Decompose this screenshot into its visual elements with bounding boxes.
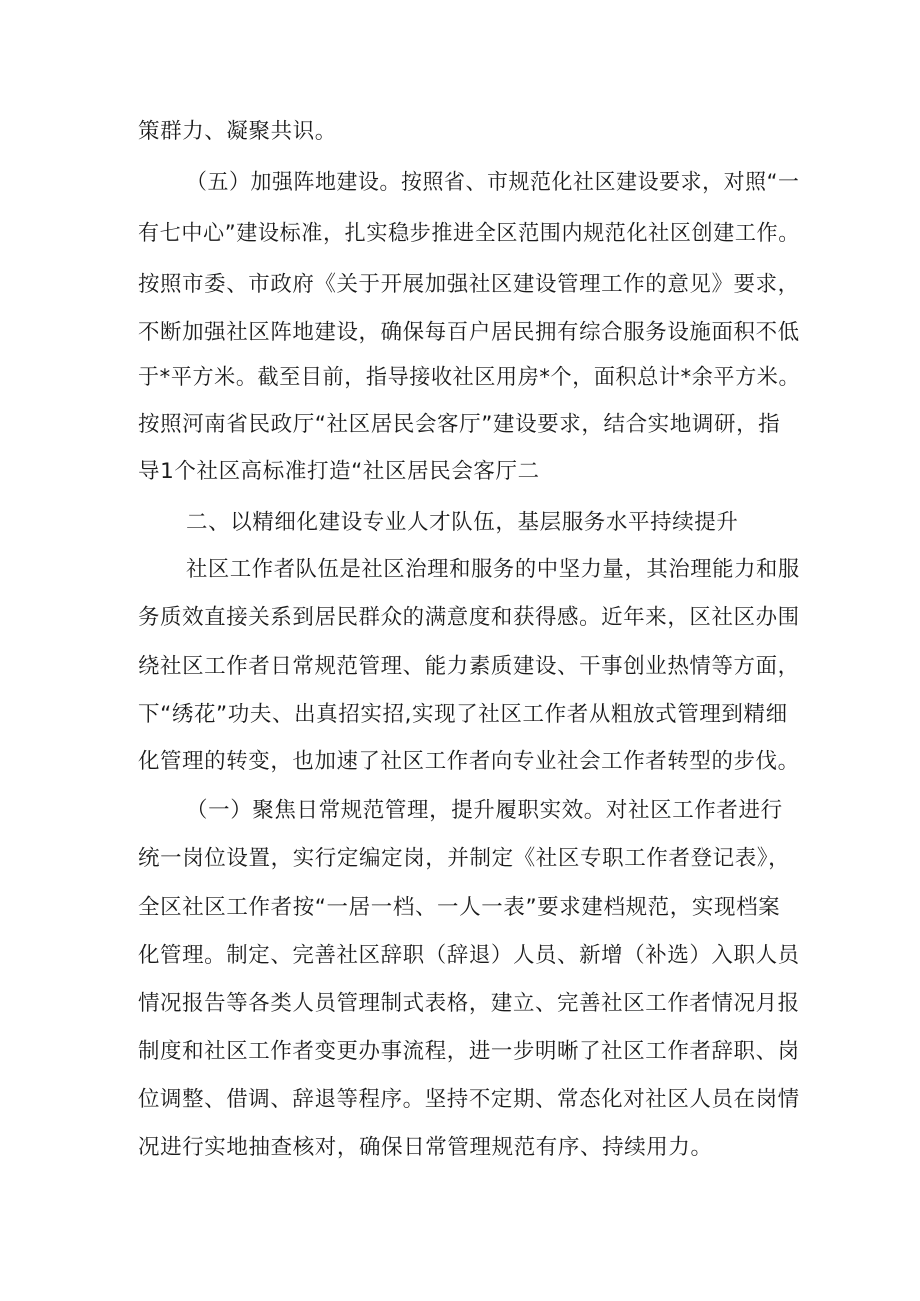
paragraph-line: 制度和社区工作者变更办事流程，进一步明晰了社区工作者辞职、岗 xyxy=(138,1039,800,1064)
paragraph-line: 策群力、凝聚共识。 xyxy=(138,119,337,144)
paragraph-line: 统一岗位设置，实行定编定岗，并制定《社区专职工作者登记表》， xyxy=(138,846,791,871)
paragraph-line: 化管理。制定、完善社区辞职（辞退）人员、新增（补选）入职人员 xyxy=(138,943,800,968)
paragraph-line: 化管理的转变，也加速了社区工作者向专业社会工作者转型的步伐。 xyxy=(138,749,800,774)
paragraph-line: 不断加强社区阵地建设，确保每百户居民拥有综合服务设施面积不低 xyxy=(138,320,800,345)
paragraph-line: 务质效直接关系到居民群众的满意度和获得感。近年来，区社区办围 xyxy=(138,605,800,630)
section-heading: 二、以精细化建设专业人才队伍，基层服务水平持续提升 xyxy=(186,510,739,535)
paragraph-line: 下“绣花”功夫、出真招实招,实现了社区工作者从粗放式管理到精细 xyxy=(138,702,788,727)
paragraph-line: 有七中心”建设标准，扎实稳步推进全区范围内规范化社区创建工作。 xyxy=(138,221,800,246)
paragraph-line: 绕社区工作者日常规范管理、能力素质建设、干事创业热情等方面， xyxy=(138,654,800,679)
paragraph-line: 导1个社区高标准打造“社区居民会客厅二 xyxy=(138,459,540,484)
paragraph-line: 于*平方米。截至目前，指导接收社区用房*个，面积总计*余平方米。 xyxy=(138,365,801,390)
paragraph-line: 按照河南省民政厅“社区居民会客厅”建设要求，结合实地调研，指 xyxy=(138,412,781,437)
paragraph-line: （一）聚焦日常规范管理，提升履职实效。对社区工作者进行 xyxy=(186,798,783,823)
paragraph-line: 情况报告等各类人员管理制式表格，建立、完善社区工作者情况月报 xyxy=(138,991,800,1016)
paragraph-line: 全区社区工作者按“一居一档、一人一表”要求建档规范，实现档案 xyxy=(138,895,781,920)
paragraph-line: 况进行实地抽查核对，确保日常管理规范有序、持续用力。 xyxy=(138,1135,713,1160)
paragraph-line: 位调整、借调、辞退等程序。坚持不定期、常态化对社区人员在岗情 xyxy=(138,1087,800,1112)
paragraph-line: 按照市委、市政府《关于开展加强社区建设管理工作的意见》要求， xyxy=(138,272,800,297)
paragraph-line: 社区工作者队伍是社区治理和服务的中坚力量，其治理能力和服 xyxy=(186,557,800,582)
paragraph-line: （五）加强阵地建设。按照省、市规范化社区建设要求，对照“一 xyxy=(186,170,800,195)
